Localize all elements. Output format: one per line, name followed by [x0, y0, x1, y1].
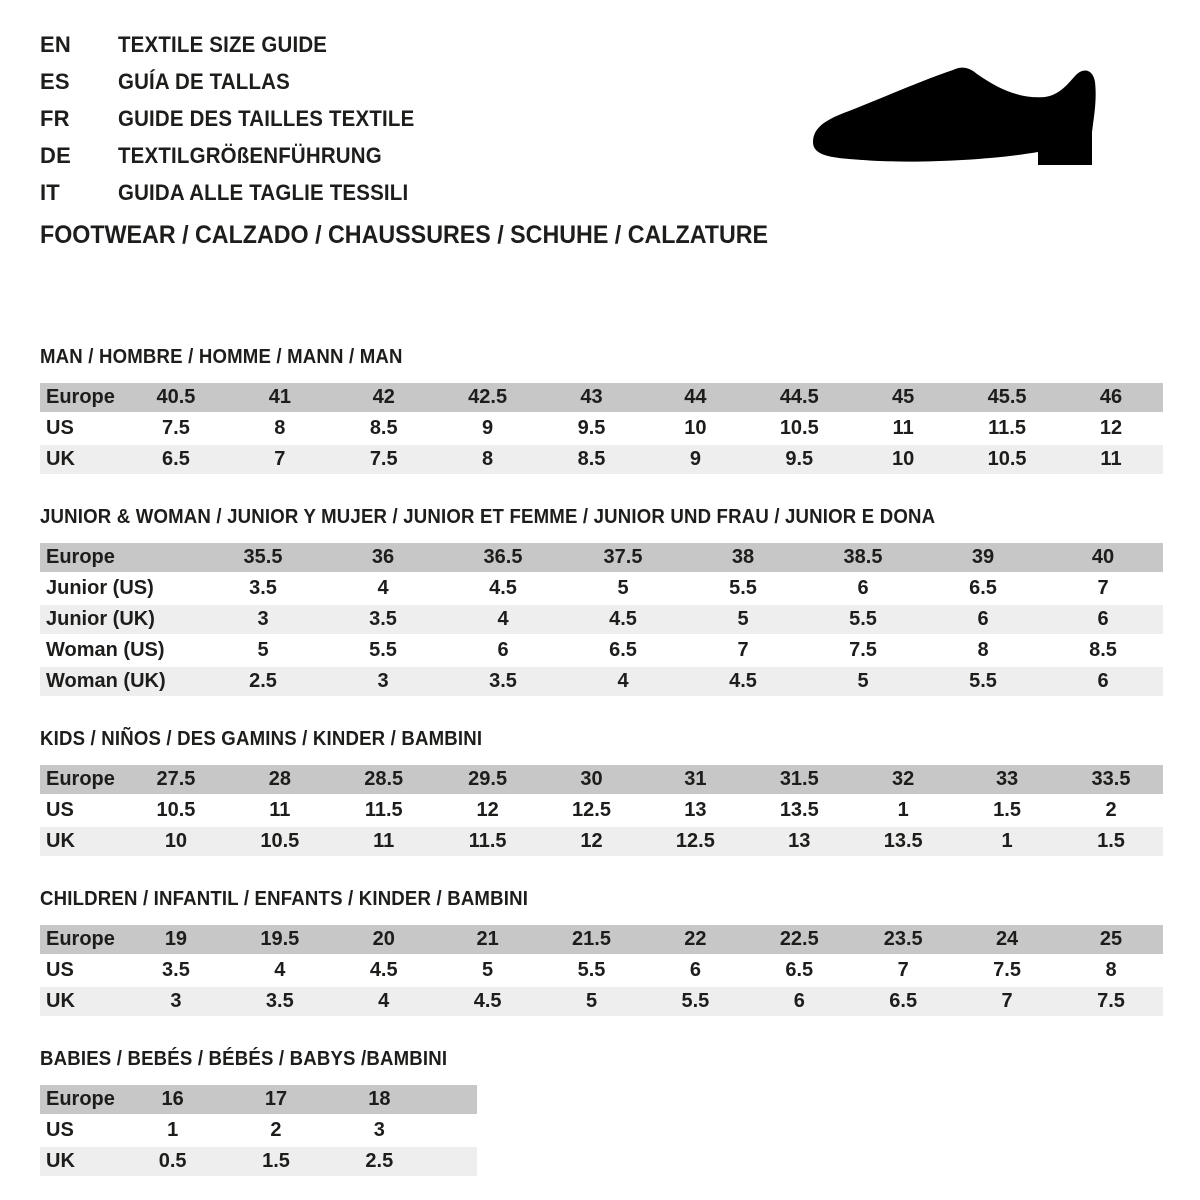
table-title-text: CHILDREN / INFANTIL / ENFANTS / KINDER / BAMBINI — [40, 888, 529, 910]
table-cell: 6.5 — [747, 956, 851, 987]
table-cell: 38.5 — [803, 543, 923, 574]
table-cell: 11 — [228, 796, 332, 827]
table-cell: 28.5 — [332, 765, 436, 796]
table-cell: 4.5 — [563, 605, 683, 636]
table-cell: 3.5 — [443, 667, 563, 698]
table-title-text: MAN / HOMBRE / HOMME / MANN / MAN — [40, 346, 403, 368]
row-label: UK — [40, 827, 124, 858]
table-cell: 9.5 — [540, 414, 644, 445]
language-title: TEXTILGRÖßENFÜHRUNG — [118, 142, 382, 168]
table-cell: 12 — [436, 796, 540, 827]
table-cell: 21 — [436, 925, 540, 956]
table-row — [40, 956, 1163, 987]
table-row — [40, 796, 1163, 827]
table-cell: 17 — [224, 1085, 327, 1116]
size-tables — [40, 346, 1163, 1178]
table-cell: 33 — [955, 765, 1059, 796]
table-cell: 6 — [747, 987, 851, 1018]
table-row — [40, 1116, 477, 1147]
table-cell: 9.5 — [747, 445, 851, 476]
table-cell: 20 — [332, 925, 436, 956]
size-section-babies — [40, 1048, 1163, 1178]
table-cell: 13.5 — [747, 796, 851, 827]
table-cell: 7 — [851, 956, 955, 987]
table-cell: 4 — [228, 956, 332, 987]
table-cell: 10 — [124, 827, 228, 858]
table-cell: 13 — [747, 827, 851, 858]
table-cell: 5 — [203, 636, 323, 667]
empty-cell — [431, 1147, 477, 1178]
table-cell: 40.5 — [124, 383, 228, 414]
table-cell: 6 — [643, 956, 747, 987]
empty-cell — [431, 1085, 477, 1116]
row-label: US — [40, 1116, 121, 1147]
table-cell: 16 — [121, 1085, 224, 1116]
category-heading: FOOTWEAR / CALZADO / CHAUSSURES / SCHUHE / CALZATURE — [40, 221, 769, 249]
table-cell: 8 — [923, 636, 1043, 667]
table-cell: 1 — [851, 796, 955, 827]
table-cell: 2 — [224, 1116, 327, 1147]
table-cell: 7.5 — [1059, 987, 1163, 1018]
empty-cell — [431, 1116, 477, 1147]
table-title — [40, 1048, 1163, 1070]
table-cell: 5 — [436, 956, 540, 987]
table-cell: 3.5 — [228, 987, 332, 1018]
table-cell: 5.5 — [540, 956, 644, 987]
language-title: GUÍA DE TALLAS — [118, 68, 290, 94]
table-cell: 8 — [1059, 956, 1163, 987]
table-cell: 10.5 — [955, 445, 1059, 476]
table-cell: 5 — [683, 605, 803, 636]
table-cell: 5.5 — [683, 574, 803, 605]
table-cell: 44 — [643, 383, 747, 414]
table-cell: 6 — [803, 574, 923, 605]
table-cell: 1 — [121, 1116, 224, 1147]
table-row — [40, 667, 1163, 698]
table-cell: 5.5 — [803, 605, 923, 636]
size-table-kids — [40, 765, 1163, 858]
language-row — [40, 26, 1163, 63]
table-cell: 7 — [228, 445, 332, 476]
row-label: Junior (UK) — [40, 605, 203, 636]
table-cell: 19.5 — [228, 925, 332, 956]
table-row — [40, 987, 1163, 1018]
table-cell: 12 — [540, 827, 644, 858]
table-cell: 5.5 — [643, 987, 747, 1018]
language-code: DE — [40, 142, 71, 168]
table-cell: 11.5 — [955, 414, 1059, 445]
table-cell: 10.5 — [747, 414, 851, 445]
table-cell: 3.5 — [323, 605, 443, 636]
table-title-text: JUNIOR & WOMAN / JUNIOR Y MUJER / JUNIOR ET FEMME / JUNIOR UND FRAU / JUNIOR E DONA — [40, 506, 936, 528]
table-cell: 29.5 — [436, 765, 540, 796]
table-cell: 13 — [643, 796, 747, 827]
table-cell: 4 — [332, 987, 436, 1018]
row-label: US — [40, 956, 124, 987]
table-row — [40, 574, 1163, 605]
table-cell: 7 — [1043, 574, 1163, 605]
table-cell: 46 — [1059, 383, 1163, 414]
dress-shoe-icon — [805, 64, 1137, 184]
table-title — [40, 346, 1163, 368]
table-cell: 3 — [203, 605, 323, 636]
row-label: Europe — [40, 1085, 121, 1116]
table-row — [40, 543, 1163, 574]
table-cell: 4.5 — [436, 987, 540, 1018]
table-cell: 1.5 — [224, 1147, 327, 1178]
language-code: FR — [40, 105, 70, 131]
table-cell: 6.5 — [563, 636, 683, 667]
table-row — [40, 445, 1163, 476]
table-cell: 8.5 — [1043, 636, 1163, 667]
table-cell: 6.5 — [851, 987, 955, 1018]
table-cell: 4 — [563, 667, 683, 698]
table-cell: 31.5 — [747, 765, 851, 796]
table-cell: 22.5 — [747, 925, 851, 956]
size-table-man — [40, 383, 1163, 476]
table-cell: 3 — [323, 667, 443, 698]
size-section-junior-woman — [40, 506, 1163, 698]
table-cell: 7 — [683, 636, 803, 667]
table-cell: 5 — [563, 574, 683, 605]
table-cell: 12 — [1059, 414, 1163, 445]
table-cell: 1.5 — [955, 796, 1059, 827]
table-cell: 8.5 — [332, 414, 436, 445]
table-cell: 8 — [228, 414, 332, 445]
table-cell: 6.5 — [124, 445, 228, 476]
table-cell: 39 — [923, 543, 1043, 574]
size-table-junior-woman — [40, 543, 1163, 698]
size-table-children — [40, 925, 1163, 1018]
table-cell: 4 — [443, 605, 563, 636]
size-table-babies — [40, 1085, 477, 1178]
table-row — [40, 636, 1163, 667]
table-cell: 18 — [328, 1085, 431, 1116]
table-cell: 7.5 — [124, 414, 228, 445]
language-code: EN — [40, 31, 71, 57]
row-label: UK — [40, 445, 124, 476]
table-row — [40, 605, 1163, 636]
table-cell: 4.5 — [443, 574, 563, 605]
table-title-text: BABIES / BEBÉS / BÉBÉS / BABYS /BAMBINI — [40, 1048, 448, 1070]
table-cell: 36 — [323, 543, 443, 574]
row-label: Woman (UK) — [40, 667, 203, 698]
table-cell: 2 — [1059, 796, 1163, 827]
table-cell: 3.5 — [124, 956, 228, 987]
table-cell: 21.5 — [540, 925, 644, 956]
table-row — [40, 925, 1163, 956]
table-row — [40, 1147, 477, 1178]
table-cell: 7.5 — [955, 956, 1059, 987]
table-row — [40, 765, 1163, 796]
table-cell: 6 — [443, 636, 563, 667]
table-cell: 23.5 — [851, 925, 955, 956]
language-code: IT — [40, 179, 60, 205]
table-cell: 6.5 — [923, 574, 1043, 605]
table-cell: 5 — [803, 667, 923, 698]
table-cell: 37.5 — [563, 543, 683, 574]
table-cell: 45 — [851, 383, 955, 414]
row-label: Junior (US) — [40, 574, 203, 605]
table-cell: 35.5 — [203, 543, 323, 574]
size-section-children — [40, 888, 1163, 1018]
table-cell: 4 — [323, 574, 443, 605]
row-label: UK — [40, 987, 124, 1018]
row-label: Europe — [40, 543, 203, 574]
table-cell: 45.5 — [955, 383, 1059, 414]
table-cell: 8 — [436, 445, 540, 476]
table-cell: 6 — [923, 605, 1043, 636]
table-cell: 32 — [851, 765, 955, 796]
row-label: Woman (US) — [40, 636, 203, 667]
table-cell: 5.5 — [323, 636, 443, 667]
table-cell: 13.5 — [851, 827, 955, 858]
table-cell: 6 — [1043, 605, 1163, 636]
size-section-man — [40, 346, 1163, 476]
language-title: TEXTILE SIZE GUIDE — [118, 31, 328, 57]
table-cell: 11 — [1059, 445, 1163, 476]
table-cell: 4.5 — [683, 667, 803, 698]
table-cell: 11 — [851, 414, 955, 445]
table-cell: 36.5 — [443, 543, 563, 574]
table-cell: 33.5 — [1059, 765, 1163, 796]
language-title: GUIDA ALLE TAGLIE TESSILI — [118, 179, 409, 205]
table-cell: 22 — [643, 925, 747, 956]
table-cell: 2.5 — [203, 667, 323, 698]
table-cell: 3 — [124, 987, 228, 1018]
table-cell: 42.5 — [436, 383, 540, 414]
table-cell: 10 — [851, 445, 955, 476]
language-code: ES — [40, 68, 70, 94]
table-cell: 43 — [540, 383, 644, 414]
table-row — [40, 1085, 477, 1116]
table-cell: 1.5 — [1059, 827, 1163, 858]
table-title-text: KIDS / NIÑOS / DES GAMINS / KINDER / BAMBINI — [40, 728, 483, 750]
table-row — [40, 827, 1163, 858]
table-title — [40, 506, 1163, 528]
table-cell: 2.5 — [328, 1147, 431, 1178]
row-label: US — [40, 796, 124, 827]
table-cell: 10 — [643, 414, 747, 445]
table-cell: 38 — [683, 543, 803, 574]
table-cell: 19 — [124, 925, 228, 956]
table-cell: 10.5 — [228, 827, 332, 858]
table-cell: 11 — [332, 827, 436, 858]
table-cell: 9 — [643, 445, 747, 476]
table-cell: 12.5 — [540, 796, 644, 827]
table-cell: 12.5 — [643, 827, 747, 858]
row-label: Europe — [40, 765, 124, 796]
table-cell: 3.5 — [203, 574, 323, 605]
table-cell: 30 — [540, 765, 644, 796]
table-cell: 4.5 — [332, 956, 436, 987]
table-title — [40, 888, 1163, 910]
table-cell: 9 — [436, 414, 540, 445]
table-cell: 6 — [1043, 667, 1163, 698]
table-cell: 42 — [332, 383, 436, 414]
table-cell: 10.5 — [124, 796, 228, 827]
language-title: GUIDE DES TAILLES TEXTILE — [118, 105, 415, 131]
table-cell: 8.5 — [540, 445, 644, 476]
table-cell: 27.5 — [124, 765, 228, 796]
table-cell: 25 — [1059, 925, 1163, 956]
table-cell: 3 — [328, 1116, 431, 1147]
row-label: US — [40, 414, 124, 445]
table-cell: 0.5 — [121, 1147, 224, 1178]
size-section-kids — [40, 728, 1163, 858]
table-cell: 24 — [955, 925, 1059, 956]
table-cell: 28 — [228, 765, 332, 796]
row-label: UK — [40, 1147, 121, 1178]
table-cell: 41 — [228, 383, 332, 414]
table-cell: 31 — [643, 765, 747, 796]
table-cell: 5 — [540, 987, 644, 1018]
table-title — [40, 728, 1163, 750]
table-row — [40, 383, 1163, 414]
table-cell: 40 — [1043, 543, 1163, 574]
row-label: Europe — [40, 925, 124, 956]
table-cell: 7.5 — [332, 445, 436, 476]
table-cell: 11.5 — [332, 796, 436, 827]
table-cell: 44.5 — [747, 383, 851, 414]
table-row — [40, 414, 1163, 445]
table-cell: 7.5 — [803, 636, 923, 667]
table-cell: 1 — [955, 827, 1059, 858]
table-cell: 7 — [955, 987, 1059, 1018]
table-cell: 5.5 — [923, 667, 1043, 698]
table-cell: 11.5 — [436, 827, 540, 858]
row-label: Europe — [40, 383, 124, 414]
